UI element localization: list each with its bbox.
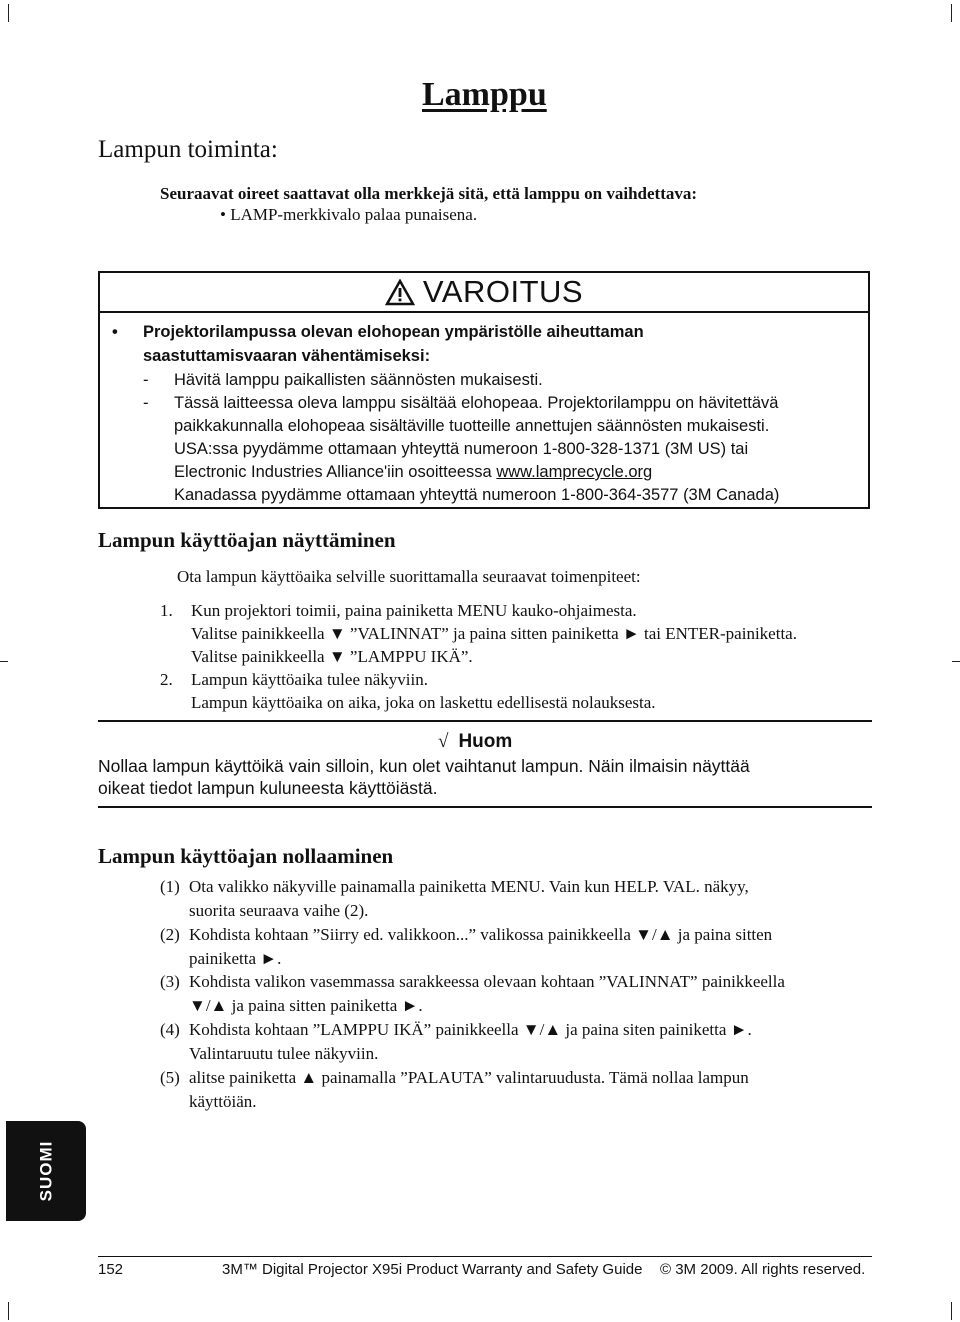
section-heading-reset-lamp-time: Lampun käyttöajan nollaaminen <box>98 844 394 868</box>
step-text: Kohdista valikon vasemmassa sarakkeessa olevaan kohtaan ”VALINNAT” painikkeella <box>189 972 785 991</box>
note-top-rule <box>98 720 872 722</box>
step-text: Kohdista kohtaan ”LAMPPU IKÄ” painikkeella ▼/▲ ja paina siten painiketta ►. <box>189 1020 752 1039</box>
footer-doc-title: 3M™ Digital Projector X95i Product Warranty and Safety Guide <box>222 1261 643 1278</box>
warning-item: Hävitä lamppu paikallisten säännösten mukaisesti. <box>174 371 543 389</box>
section-intro: Ota lampun käyttöaika selville suorittamalla seuraavat toimenpiteet: <box>177 567 641 586</box>
warning-item-text: Electronic Industries Alliance'iin osoitteessa <box>174 463 497 481</box>
section-heading-lamp-operation: Lampun toiminta: <box>98 136 278 163</box>
footer-copyright: © 3M 2009. All rights reserved. <box>660 1261 866 1278</box>
crop-mark <box>8 1302 9 1320</box>
step-text: Valitse painikkeella ▼ ”VALINNAT” ja paina sitten painiketta ► tai ENTER-painiketta. <box>191 624 797 643</box>
warning-box <box>98 271 870 509</box>
step-text: Ota valikko näkyville painamalla painiketta MENU. Vain kun HELP. VAL. näkyy, <box>189 877 749 896</box>
step-number: (5) <box>160 1068 180 1087</box>
crop-mark <box>952 661 960 662</box>
warning-lead-line: saastuttamisvaaran vähentämiseksi: <box>143 347 431 365</box>
warning-lead-line: Projektorilampussa olevan elohopean ympäristölle aiheuttaman <box>143 323 644 341</box>
step-text: Kohdista kohtaan ”Siirry ed. valikkoon...” valikossa painikkeella ▼/▲ ja paina sitten <box>189 925 773 944</box>
recycle-link[interactable]: www.lamprecycle.org <box>496 463 653 481</box>
step-text: suorita seuraava vaihe (2). <box>189 901 369 920</box>
note-header <box>438 731 512 753</box>
warning-dash: - <box>143 371 149 389</box>
note-title: Huom <box>458 731 513 752</box>
footer-rule <box>98 1256 872 1257</box>
warning-item: Kanadassa pyydämme ottamaan yhteyttä numeroon 1-800-364-3577 (3M Canada) <box>174 486 780 504</box>
step-number: (1) <box>160 877 180 896</box>
step-text: käyttöiän. <box>189 1092 257 1111</box>
crop-mark <box>8 4 9 22</box>
step-text: Valintaruutu tulee näkyviin. <box>189 1044 379 1063</box>
step-text: Lampun käyttöaika tulee näkyviin. <box>191 670 428 689</box>
crop-mark <box>951 4 952 22</box>
crop-mark <box>0 661 8 662</box>
warning-item: USA:ssa pyydämme ottamaan yhteyttä numeroon 1-800-328-1371 (3M US) tai <box>174 440 749 458</box>
step-text: Kun projektori toimii, paina painiketta MENU kauko-ohjaimesta. <box>191 601 637 620</box>
note-text: oikeat tiedot lampun kuluneesta käyttöiästä. <box>98 778 438 798</box>
step-text: painiketta ►. <box>189 949 282 968</box>
step-text: Valitse painikkeella ▼ ”LAMPPU IKÄ”. <box>191 647 473 666</box>
warning-triangle-icon <box>385 279 415 306</box>
note-bottom-rule <box>98 806 872 808</box>
step-number: 1. <box>160 601 173 620</box>
warning-bullet: • <box>112 323 118 341</box>
language-tab <box>6 1121 86 1221</box>
page-title: Lamppu <box>422 76 547 113</box>
check-icon: √ <box>438 731 449 752</box>
warning-dash: - <box>143 394 149 412</box>
page-number: 152 <box>98 1261 124 1278</box>
section-heading-display-lamp-time: Lampun käyttöajan näyttäminen <box>98 528 396 552</box>
warning-title-bar <box>100 273 868 313</box>
step-text: ▼/▲ ja paina sitten painiketta ►. <box>189 996 423 1015</box>
step-number: (4) <box>160 1020 180 1039</box>
step-text: alitse painiketta ▲ painamalla ”PALAUTA” valintaruudusta. Tämä nollaa lampun <box>189 1068 749 1087</box>
warning-title: VAROITUS <box>422 274 584 309</box>
section-intro: Seuraavat oireet saattavat olla merkkejä sitä, että lamppu on vaihdettava: <box>160 184 698 203</box>
warning-item: Tässä laitteessa oleva lamppu sisältää elohopeaa. Projektorilamppu on hävitettävä <box>174 394 779 412</box>
step-number: (3) <box>160 972 180 991</box>
crop-mark <box>951 1302 952 1320</box>
language-tab-label: SUOMI <box>35 1140 55 1202</box>
warning-item <box>174 463 652 482</box>
step-number: 2. <box>160 670 173 689</box>
note-text: Nollaa lampun käyttöikä vain silloin, kun olet vaihtanut lampun. Näin ilmaisin näyttää <box>98 756 750 776</box>
step-text: Lampun käyttöaika on aika, joka on laskettu edellisestä nolauksesta. <box>191 693 656 712</box>
warning-item: paikkakunnalla elohopeaa sisältäville tuotteille annettujen säännösten mukaisesti. <box>174 417 770 435</box>
step-number: (2) <box>160 925 180 944</box>
bullet-item: • LAMP-merkkivalo palaa punaisena. <box>220 205 478 224</box>
